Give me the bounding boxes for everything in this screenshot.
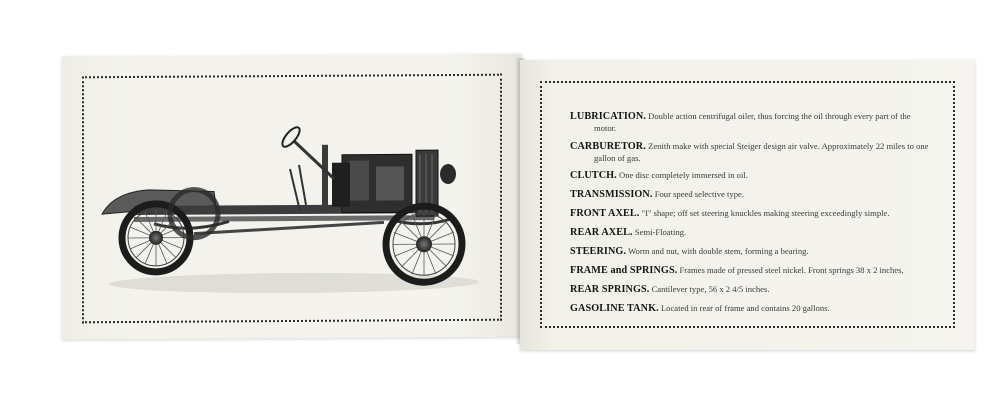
- spec-text: Cantilever type, 56 x 2 4/5 inches.: [651, 284, 770, 295]
- spec-text: Worm and nut, with double stem, forming a bearing.: [628, 246, 809, 257]
- spec-text: One disc completely immersed in oil.: [619, 170, 748, 181]
- spec-text: Double action centrifugal oiler, thus forcing the oil through every part of the motor.: [594, 111, 911, 134]
- spec-transmission: [570, 189, 933, 201]
- spec-label: LUBRICATION.: [570, 111, 647, 122]
- photo-frame: [82, 74, 502, 324]
- spec-gasoline-tank: [570, 303, 933, 315]
- spec-steering: [570, 246, 933, 258]
- rear-wheel: [122, 204, 190, 272]
- spec-front-axel: [570, 208, 933, 220]
- spec-text: Semi-Floating.: [634, 227, 687, 238]
- spec-label: FRONT AXEL.: [570, 208, 640, 220]
- right-page: [520, 60, 975, 350]
- spec-text: Four speed selective type.: [654, 189, 744, 200]
- spec-label: CARBURETOR.: [570, 140, 646, 152]
- spec-text: Zenith make with special Steiger design air valve. Approximately 22 miles to one gallon of gas.: [594, 140, 929, 163]
- spec-label: STEERING.: [570, 246, 627, 258]
- spec-frame-and-springs: [570, 265, 933, 277]
- spec-text: "I" shape; off set steering knuckles making steering exceedingly simple.: [641, 208, 890, 219]
- spec-label: TRANSMISSION.: [570, 189, 653, 201]
- spec-label: REAR SPRINGS.: [570, 284, 650, 296]
- spec-label: GASOLINE TANK.: [570, 303, 659, 315]
- spec-label: CLUTCH.: [570, 170, 617, 182]
- car-chassis-illustration: [94, 104, 494, 306]
- spec-lubrication: [570, 111, 933, 134]
- spec-text: Frames made of pressed steel nickel. Front springs 38 x 2 inches.: [679, 265, 904, 276]
- spec-text: Located in rear of frame and contains 20 gallons.: [660, 303, 830, 314]
- spec-clutch: [570, 170, 933, 182]
- spec-label: FRAME and SPRINGS.: [570, 265, 678, 277]
- specs-frame: [540, 81, 955, 328]
- spec-rear-axel: [570, 227, 933, 239]
- specifications-list: [570, 111, 933, 322]
- front-wheel: [386, 206, 462, 282]
- left-page: [62, 54, 522, 340]
- spec-carburetor: [570, 141, 933, 164]
- spec-rear-springs: [570, 284, 933, 296]
- spec-label: REAR AXEL.: [570, 227, 633, 239]
